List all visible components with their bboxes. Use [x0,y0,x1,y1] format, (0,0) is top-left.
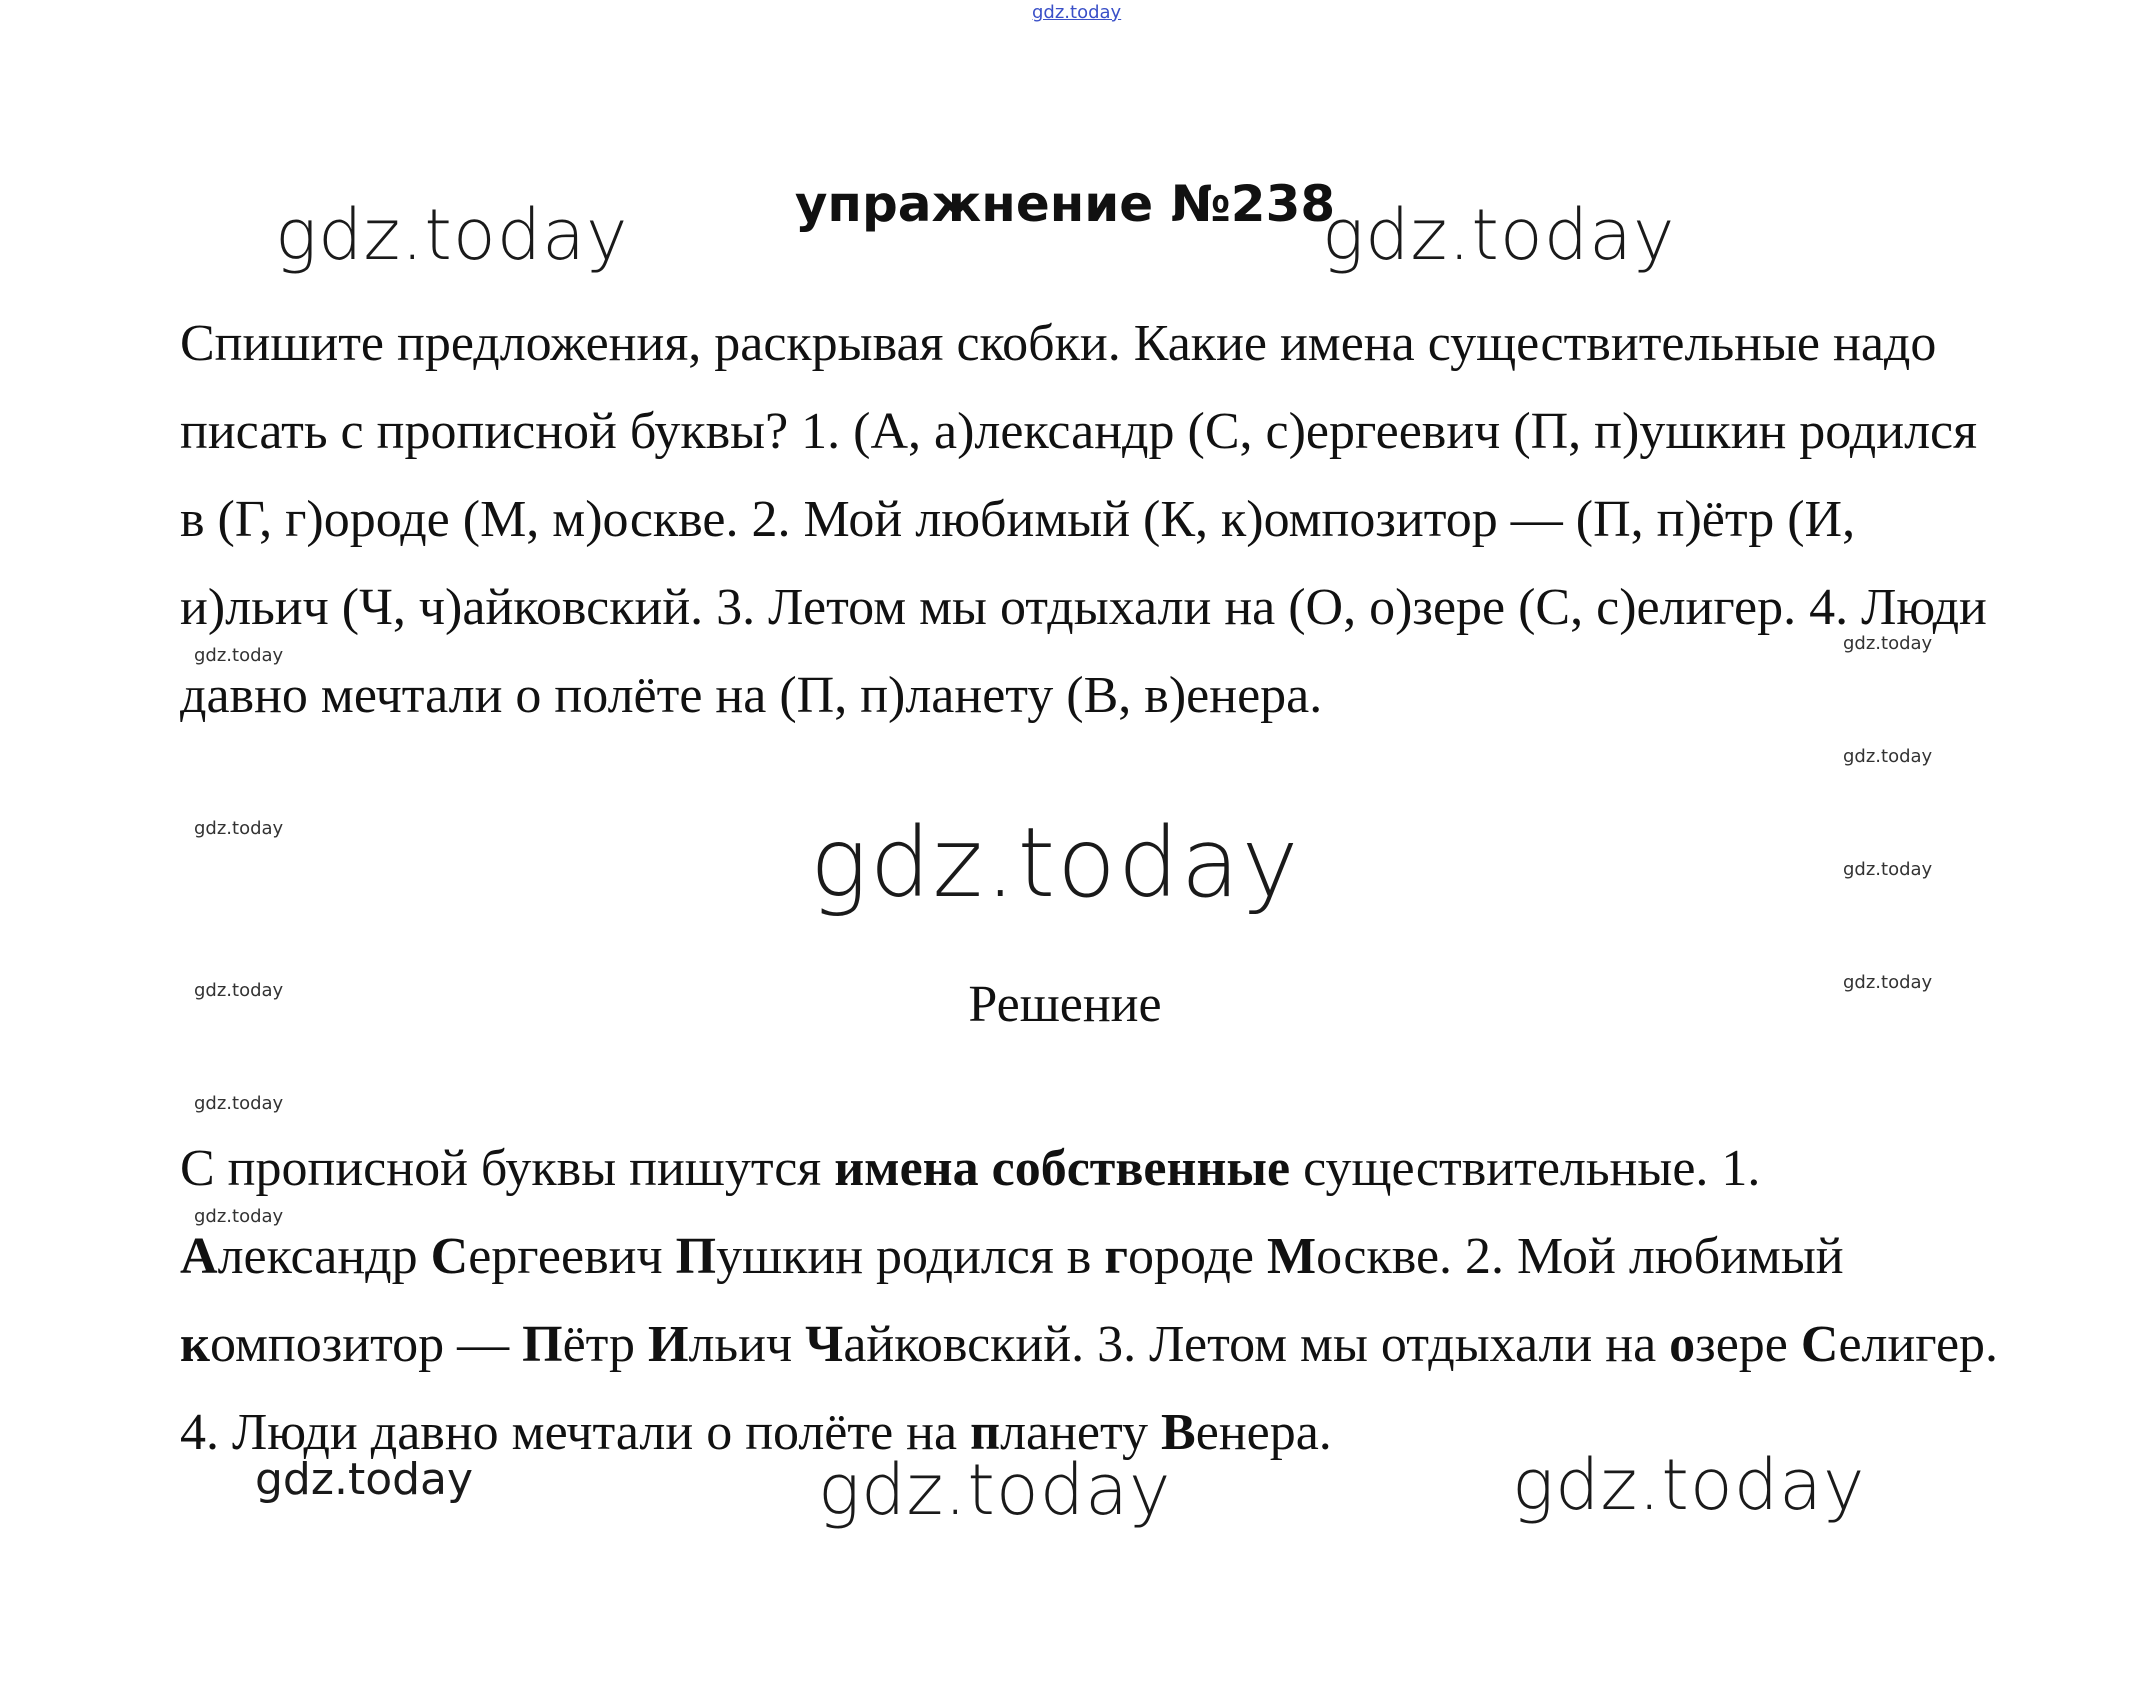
answer-fragment: ётр [562,1316,649,1373]
answer-fragment: 1. [1721,1140,1761,1197]
capital-letter: П [522,1316,563,1373]
watermark: gdz.today [255,1454,474,1505]
capital-letter: И [648,1316,689,1373]
watermark: gdz.today [818,1449,1172,1531]
rule-text: С прописной буквы пишутся [180,1140,835,1197]
watermark-small: gdz.today [1843,746,1933,767]
watermark-small: gdz.today [194,818,284,839]
watermark-small: gdz.today [1843,633,1933,654]
answer-rule [180,1140,1708,1197]
watermark-small: gdz.today [194,980,284,1001]
watermark-top: gdz.today [1032,2,1122,23]
answer-fragment: ороде [1127,1228,1267,1285]
capital-letter: г [1104,1228,1128,1285]
answer-fragment: енера. [1195,1404,1332,1461]
task-sentences: 1. (А, а)лександр (С, с)ергеевич (П, п)ушкин родился в (Г, г)ороде (М, м)оскве. 2. Мой любимый (К, к)омпозитор — (П, п)ётр (И, и)льич (Ч, ч)айковский. 3. Летом мы отдыхали на (О, о)зере (С, с)елигер. 4. Люди давно мечтали о полёте на (П, п)ланету (В, в)енера. [180,403,1987,724]
rule-text-end: существительные. [1290,1140,1709,1197]
answer-fragment: омпозитор — [209,1316,523,1373]
watermark: gdz.today [1322,194,1676,276]
capital-letter: П [675,1228,717,1285]
capital-letter: о [1669,1316,1696,1373]
rule-bold-text: имена собственные [834,1140,1291,1197]
answer-fragment: ергеевич [468,1228,676,1285]
answer-fragment: лександр [217,1228,431,1285]
capital-letter: С [430,1228,469,1285]
watermark-small: gdz.today [194,1093,284,1114]
watermark-small: gdz.today [194,645,284,666]
capital-letter: п [970,1404,1001,1461]
capital-letter: В [1161,1404,1196,1461]
capital-letter: Ч [805,1316,844,1373]
answer-text [180,1125,2000,1477]
answer-fragment: зере [1695,1316,1801,1373]
capital-letter: М [1267,1228,1317,1285]
answer-fragment: ушкин родился в [716,1228,1105,1285]
capital-letter: к [180,1316,210,1373]
watermark: gdz.today [1512,1444,1866,1526]
capital-letter: С [1800,1316,1839,1373]
watermark: gdz.today [275,194,629,276]
answer-fragment: льич [688,1316,806,1373]
watermark-small: gdz.today [1843,859,1933,880]
capital-letter: А [180,1228,218,1285]
task-instruction: Спишите предложения, раскрывая скобки. Какие имена существительные надо писать с прописной буквы? [180,315,1937,460]
page-title: упражнение №238 [794,175,1336,233]
solution-heading: Решение [968,976,1162,1033]
task-text [180,300,2000,740]
answer-fragment: айковский. 3. Летом мы отдыхали на [843,1316,1670,1373]
answer-fragment: ланету [1000,1404,1162,1461]
watermark: gdz.today [810,807,1301,919]
watermark-small: gdz.today [194,1206,284,1227]
answer-fragment: оскве. 2. Мой любимый [1316,1228,1844,1285]
answer-fragment: елигер. 4. Люди давно мечтали о полёте на [180,1316,1999,1461]
watermark-small: gdz.today [1843,972,1933,993]
